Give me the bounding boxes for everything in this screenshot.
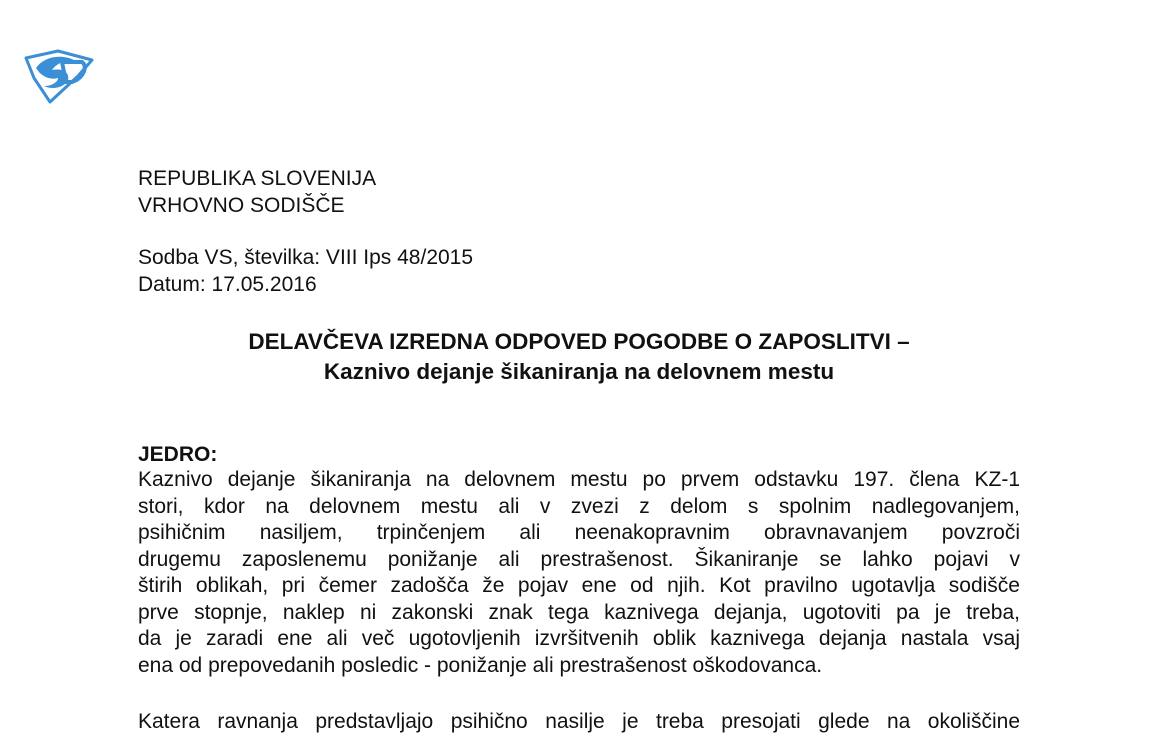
- case-date: Datum: 17.05.2016: [138, 273, 317, 296]
- paragraph-line: stori, kdor na delovnem mestu ali v zvezi z delom s spolnim nadlegovanjem,: [138, 494, 1020, 518]
- paragraph-line: štirih oblikah, pri čemer zadošča že pojav ene od njih. Kot pravilno ugotavlja sodišče: [138, 574, 1020, 597]
- paragraph-line: psihičnim nasiljem, trpinčenjem ali neenakopravnim obravnavanjem povzroči: [138, 521, 1020, 544]
- case-info: [138, 244, 473, 298]
- paragraph-line: drugemu zaposlenemu ponižanje ali prestrašenost. Šikaniranje se lahko pojavi v: [138, 547, 1020, 571]
- case-number: Sodba VS, številka: VIII Ips 48/2015: [138, 246, 474, 269]
- jedro-paragraph-2: [138, 709, 1020, 736]
- paragraph-line: prve stopnje, naklep ni zakonski znak tega kaznivega dejanja, ugotoviti pa je treba,: [138, 600, 1020, 624]
- paragraph-line: Katera ravnanja predstavljajo psihično nasilje je treba presojati glede na okoliščine: [138, 710, 1020, 733]
- court-header: [138, 165, 376, 219]
- title-line-2: Kaznivo dejanje šikaniranja na delovnem mestu: [323, 359, 835, 384]
- court-name: VRHOVNO SODIŠČE: [138, 194, 345, 217]
- paragraph-line: Kaznivo dejanje šikaniranja na delovnem mestu po prvem odstavku 197. člena KZ-1: [138, 468, 1020, 491]
- paragraph-line: ena od prepovedanih posledic - ponižanje ali prestrašenost oškodovanca.: [138, 653, 823, 677]
- title-line-1: DELAVČEVA IZREDNA ODPOVED POGODBE O ZAPOSLITVI –: [248, 329, 910, 354]
- jedro-heading: JEDRO:: [138, 443, 218, 466]
- paragraph-line: da je zaradi ene ali več ugotovljenih izvršitvenih oblik kaznivega dejanja nastala vsaj: [138, 627, 1020, 650]
- country-name: REPUBLIKA SLOVENIJA: [138, 167, 377, 190]
- document-title: [138, 327, 1020, 387]
- jedro-paragraph-1: [138, 467, 1020, 679]
- court-emblem-icon: [22, 48, 96, 104]
